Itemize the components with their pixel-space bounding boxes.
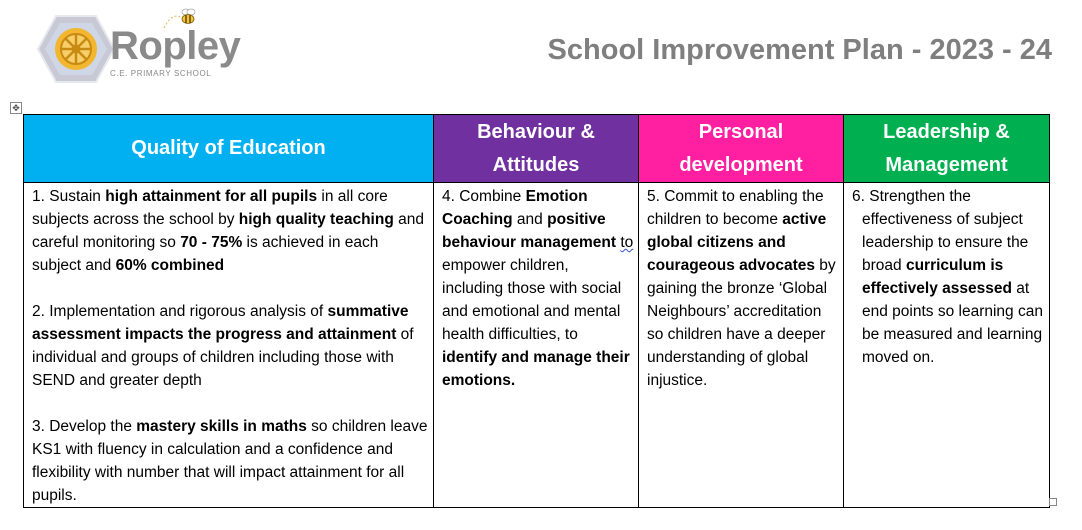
table-row bbox=[24, 183, 1050, 508]
header-behaviour-attitudes bbox=[434, 115, 639, 183]
personal-development-cell[interactable] bbox=[639, 183, 844, 508]
hexagon-wheel-icon bbox=[36, 14, 116, 84]
quality-of-education-cell[interactable] bbox=[24, 183, 434, 508]
header-label: Management bbox=[885, 153, 1008, 176]
header-label: development bbox=[679, 153, 803, 176]
header-label: Leadership & bbox=[883, 120, 1010, 143]
objective-4: 4. Combine Emotion Coaching and positive behaviour management to empower children, including those with social and emotional and mental health difficulties, to identify and manage their emotions. bbox=[442, 188, 634, 389]
header-label: Quality of Education bbox=[131, 137, 326, 159]
objective-6: 6. Strengthen the effectiveness of subject leadership to ensure the broad curriculum is effectively assessed at end points so learning can be measured and learning moved on. bbox=[852, 188, 1043, 366]
header-label: Personal bbox=[698, 120, 784, 143]
header-personal-development bbox=[639, 115, 844, 183]
header-label: Attitudes bbox=[492, 153, 580, 176]
objective-1: 1. Sustain high attainment for all pupils in all core subjects across the school by high quality teaching and careful monitoring so 70 - 75% is achieved in each subject and 60% combined bbox=[32, 188, 424, 274]
school-logo bbox=[36, 4, 241, 84]
improvement-plan-table bbox=[23, 114, 1050, 508]
leadership-management-cell[interactable] bbox=[844, 183, 1050, 508]
header-leadership-management bbox=[844, 115, 1050, 183]
school-subtitle: C.E. PRIMARY SCHOOL bbox=[110, 69, 212, 78]
table-resize-handle[interactable] bbox=[1049, 498, 1057, 506]
behaviour-attitudes-cell[interactable] bbox=[434, 183, 639, 508]
page-title: School Improvement Plan - 2023 - 24 bbox=[547, 34, 1052, 66]
objective-5: 5. Commit to enabling the children to become active global citizens and courageous advocates by gaining the bronze ‘Global Neighbours’ accreditation so children have a deeper understanding of global injustice. bbox=[647, 188, 836, 389]
table-header-row bbox=[24, 115, 1050, 183]
header-quality-of-education bbox=[24, 115, 434, 183]
table-move-handle-icon[interactable]: ✥ bbox=[10, 102, 22, 114]
header-label: Behaviour & bbox=[477, 120, 595, 143]
school-name: Ropley bbox=[110, 24, 241, 68]
objective-2: 2. Implementation and rigorous analysis of summative assessment impacts the progress and attainment of individual and groups of children including those with SEND and greater depth bbox=[32, 303, 414, 389]
objective-3: 3. Develop the mastery skills in maths so children leave KS1 with fluency in calculation and a confidence and flexibility with number that will impact attainment for all pupils. bbox=[32, 418, 428, 504]
